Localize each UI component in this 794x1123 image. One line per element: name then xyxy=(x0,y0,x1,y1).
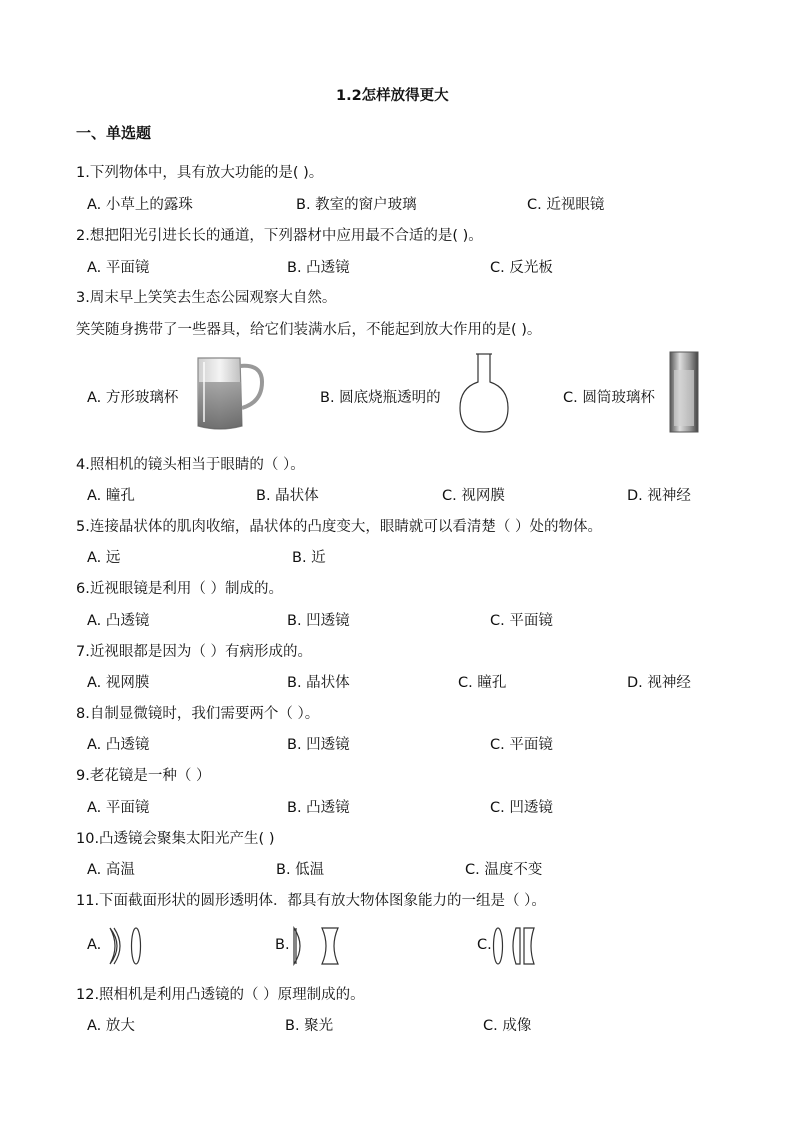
q10-option-b: B. 低温 xyxy=(276,862,325,878)
q2-option-b: B. 凸透镜 xyxy=(287,260,350,276)
q7-option-c: C. 瞳孔 xyxy=(458,675,507,691)
q6-option-b: B. 凹透镜 xyxy=(287,613,350,629)
section-heading: 一、单选题 xyxy=(76,124,152,142)
q8-option-a: A. 凸透镜 xyxy=(87,737,150,753)
question-9: 9.老花镜是一种（ ） xyxy=(76,768,211,784)
q7-option-a: A. 视网膜 xyxy=(87,675,150,691)
square-glass-cup-icon xyxy=(190,352,268,434)
question-10: 10.凸透镜会聚集太阳光产生( ) xyxy=(76,831,275,847)
q11-option-c-lens-icon xyxy=(490,926,546,966)
q5-option-a: A. 远 xyxy=(87,550,121,566)
q6-option-a: A. 凸透镜 xyxy=(87,613,150,629)
q1-option-a: A. 小草上的露珠 xyxy=(87,197,193,213)
q6-option-c: C. 平面镜 xyxy=(490,613,553,629)
q1-option-c: C. 近视眼镜 xyxy=(527,197,605,213)
q5-option-b: B. 近 xyxy=(292,550,326,566)
cylinder-glass-cup-icon xyxy=(668,350,700,434)
question-3-line-2: 笑笑随身携带了一些器具，给它们装满水后，不能起到放大作用的是( )。 xyxy=(76,322,542,338)
question-7: 7.近视眼都是因为（ ）有病形成的。 xyxy=(76,644,312,660)
q11-option-a: A. xyxy=(87,937,102,953)
q8-option-c: C. 平面镜 xyxy=(490,737,553,753)
q1-option-b: B. 教室的窗户玻璃 xyxy=(296,197,417,213)
q2-option-c: C. 反光板 xyxy=(490,260,553,276)
page-title: 1.2怎样放得更大 xyxy=(336,88,449,104)
q8-option-b: B. 凹透镜 xyxy=(287,737,350,753)
q11-option-b-lens-icon xyxy=(290,926,346,966)
question-11: 11.下面截面形状的圆形透明体．都具有放大物体图象能力的一组是（ ）。 xyxy=(76,893,546,909)
question-6: 6.近视眼镜是利用（ ）制成的。 xyxy=(76,581,283,597)
question-4: 4.照相机的镜头相当于眼睛的（ ）。 xyxy=(76,457,305,473)
question-12: 12.照相机是利用凸透镜的（ ）原理制成的。 xyxy=(76,987,365,1003)
question-8: 8.自制显微镜时，我们需要两个（ ）。 xyxy=(76,706,320,722)
q4-option-c: C. 视网膜 xyxy=(442,488,505,504)
question-2: 2.想把阳光引进长长的通道，下列器材中应用最不合适的是( )。 xyxy=(76,228,483,244)
question-1: 1.下列物体中，具有放大功能的是( )。 xyxy=(76,165,324,181)
question-5: 5.连接晶状体的肌肉收缩，晶状体的凸度变大，眼睛就可以看清楚（ ）处的物体。 xyxy=(76,519,602,535)
q9-option-b: B. 凸透镜 xyxy=(287,800,350,816)
question-3: 3.周末早上笑笑去生态公园观察大自然。 xyxy=(76,290,337,306)
round-bottom-flask-icon xyxy=(456,352,512,436)
q12-option-b: B. 聚光 xyxy=(285,1018,334,1034)
q3-option-b: B. 圆底烧瓶透明的 xyxy=(320,390,441,406)
q9-option-a: A. 平面镜 xyxy=(87,800,150,816)
q11-option-b: B. xyxy=(275,937,290,953)
q4-option-d: D. 视神经 xyxy=(627,488,691,504)
q12-option-a: A. 放大 xyxy=(87,1018,135,1034)
q11-option-a-lens-icon xyxy=(104,926,144,966)
q7-option-b: B. 晶状体 xyxy=(287,675,350,691)
q3-option-c: C. 圆筒玻璃杯 xyxy=(563,390,655,406)
q10-option-c: C. 温度不变 xyxy=(465,862,543,878)
q9-option-c: C. 凹透镜 xyxy=(490,800,553,816)
q3-option-a: A. 方形玻璃杯 xyxy=(87,390,179,406)
q7-option-d: D. 视神经 xyxy=(627,675,691,691)
q4-option-b: B. 晶状体 xyxy=(256,488,319,504)
q11-option-c: C. xyxy=(477,937,492,953)
q10-option-a: A. 高温 xyxy=(87,862,135,878)
q4-option-a: A. 瞳孔 xyxy=(87,488,135,504)
q2-option-a: A. 平面镜 xyxy=(87,260,150,276)
q12-option-c: C. 成像 xyxy=(483,1018,532,1034)
